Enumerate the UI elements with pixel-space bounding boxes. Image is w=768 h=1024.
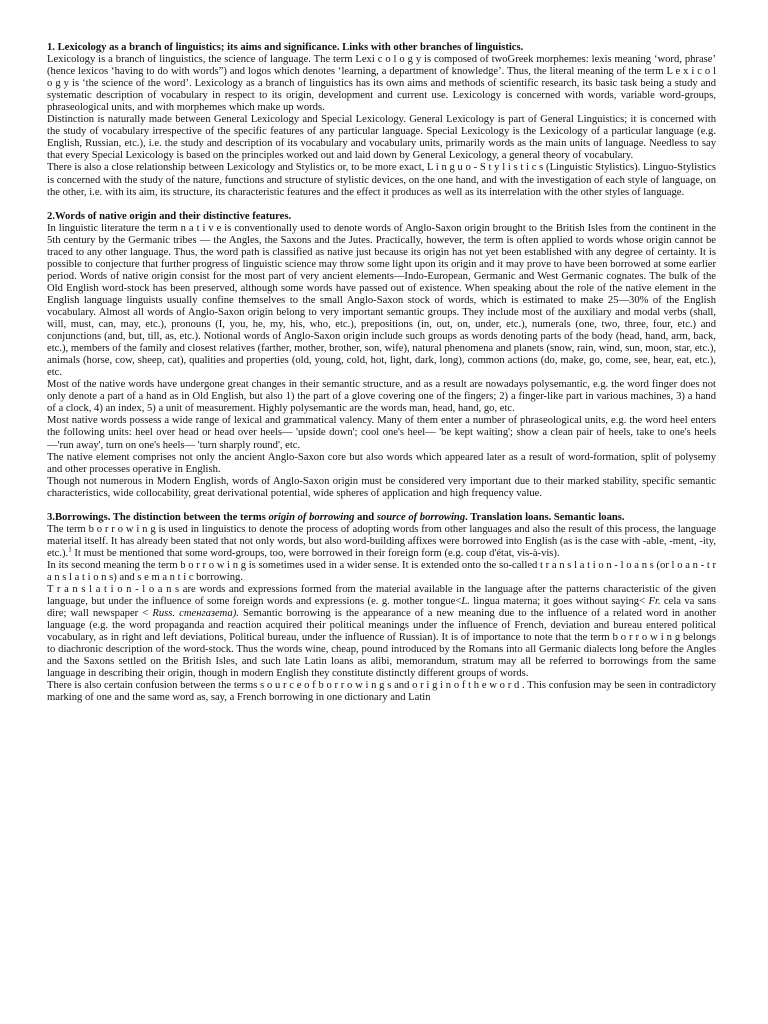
section-3-heading bbox=[47, 512, 716, 524]
section-2-paragraph-3: Most native words possess a wide range of lexical and grammatical valency. Many of them enter a number of phraseological units, e.g. the word heel enters the following units: heel over head or head over heels— 'upside down'; cool one's heel— 'be kept waiting'; show a clean pair of heels, take to one's heels—'run away', turn on one's heels— 'turn sharply round', etc. bbox=[47, 415, 716, 451]
section-3-paragraph-3-text: T r a n s l a t i o n - l o a n s are words and expressions formed from the material available in the language after the patterns characteristic of the given language, but under the influence of some foreign words and expressions (e. g. mother tongue< bbox=[47, 584, 716, 608]
russian-example: Russ. стенгазета). bbox=[152, 608, 239, 620]
wall-newspaper-text: cela va sans dire; wall newspaper < bbox=[47, 596, 716, 620]
section-1 bbox=[47, 42, 716, 199]
section-3-heading-part-2: and bbox=[354, 511, 377, 523]
section-3-paragraph-2: In its second meaning the term b o r r o w i n g is sometimes used in a wider sense. It is extended onto the so-called t r a n s l a t i o n - l o a n s (or l o a n - t r a n s l a t i o n s) and s e m a n t i c borrowing. bbox=[47, 559, 716, 583]
section-3-paragraph-3-cont: appearance of a new meaning due to the influence of a related word in another language (e.g. the word propaganda and reaction acquired their political meanings under the influence of French, deviation and bureau entered political vocabulary, as in right and left deviations, Political bureau, under the influence of Russian). It is of importance to note that the term b o r r o w i n g belongs to diachronic description of the word-stock. Thus the words wine, cheap, pound introduced by the Romans into all Germanic dialects long before the Angles and the Saxons settled on the British Isles, and such late Latin loans as alibi, memorandum, stratum may all be referred to borrowings from the same language in describing their origin, though in modern English they constitute distinctly different groups of words. bbox=[47, 608, 716, 680]
section-1-paragraph-1: Lexicology is a branch of linguistics, the science of language. The term Lexi c o l o g y is composed of twoGreek morphemes: lexis meaning ‘word, phrase’ (hence lexicos ‘having to do with words”) and logos which denotes ‘learning, a department of knowledge’. Thus, the literal meaning of the term L e x i c o l o g y is ‘the science of the word’. Lexicology as a branch of linguistics has its own aims and methods of scientific research, its basic task being a study and systematic description of vocabulary in respect to its origin, development and current use. Lexicology is concerned with words, variable word-groups, phraseological units, and with morphemes which make up words. bbox=[47, 54, 716, 114]
section-2-paragraph-2: Most of the native words have undergone great changes in their semantic structure, and as a result are nowadays polysemantic, e.g. the word finger does not only denote a part of a hand as in Old English, but also 1) the part of a glove covering one of the fingers; 2) a finger-like part in various machines, 3) a hand of a clock, 4) an index, 5) a unit of measurement. Highly polysemantic are the words man, head, hand, go, etc. bbox=[47, 379, 716, 415]
section-2-paragraph-4: The native element comprises not only the ancient Anglo-Saxon core but also words which appeared later as a result of word-formation, split of polysemy and other processes operative in English. bbox=[47, 451, 716, 475]
lingua-materna-text: lingua materna; it goes without saying< bbox=[469, 596, 649, 608]
section-2-paragraph-1: In linguistic literature the term n a t i v e is conventionally used to denote words of Anglo-Saxon origin brought to the British Isles from the continent in the 5th century by the Germanic tribes — the Angles, the Saxons and the Jutes. Practically, however, the term is often applied to words whose origin cannot be traced to any other language. Thus, the word path is classified as native just because its origin has not yet been established with any degree of certainty. It is possible to conjecture that further progress of linguistic science may throw some light upon its origin and it may prove to have been borrowed at some earlier period. Words of native origin consist for the most part of very ancient elements—Indo-European, Germanic and West Germanic cognates. The bulk of the Old English word-stock has been preserved, although some words have passed out of existence. When speaking about the role of the native element in the English language linguists usually confine themselves to the small Anglo-Saxon stock of words, which is estimated to make 25—30% of the English vocabulary. Almost all words of Anglo-Saxon origin belong to very important semantic groups. They include most of the auxiliary and modal verbs (shall, will, must, can, may, etc.), pronouns (I, you, he, my, his, who, etc.), prepositions (in, out, on, under, etc.), numerals (one, two, three, four, etc.) and conjunctions (and, but, till, as, etc.). Notional words of Anglo-Saxon origin include such groups as words denoting parts of the body (head, hand, arm, back, etc.), members of the family and closest relatives (farther, mother, brother, son, wife), natural phenomena and planets (snow, rain, wind, sun, moon, star, etc.), animals (horse, cow, sheep, cat), qualities and properties (old, young, cold, hot, light, dark, long), common actions (do, make, go, come, see, hear, eat, etc.), etc. bbox=[47, 222, 716, 379]
section-3-heading-term-source: source of borrowing bbox=[376, 511, 466, 523]
french-abbrev: Fr. bbox=[648, 596, 661, 608]
section-1-paragraph-3: There is also a close relationship between Lexicology and Stylistics or, to be more exact, L i n g u o - S t y l i s t i c s (Linguistic Stylistics). Linguo-Stylistics is concerned with the study of the nature, functions and structure of stylistic devices, on the one hand, and with the investigation of each style of language, on the other, i.e. with its aim, its structure, its characteristic features and the effect it produces as well as its interrelation with the other styles of language. bbox=[47, 162, 716, 198]
section-3-paragraph-1 bbox=[47, 524, 716, 560]
section-2-heading: 2.Words of native origin and their distinctive features. bbox=[47, 210, 292, 222]
section-3-heading-part-3: . Translation loans. Semantic loans. bbox=[465, 511, 625, 523]
section-3-paragraph-4: There is also certain confusion between the terms s o u r c e o f b o r r o w i n g s and o r i g i n o f t h e w o r d . This confusion may be seen in contradictory marking of one and the same word as, say, a French borrowing in one dictionary and Latin bbox=[47, 680, 716, 704]
section-3-paragraph-3 bbox=[47, 584, 716, 680]
section-2 bbox=[47, 211, 716, 500]
footnote-mark: 1 bbox=[68, 545, 72, 554]
section-3-heading-part-1: 3.Borrowings. The distinction between the terms bbox=[47, 511, 269, 523]
section-3-paragraph-1-tail: It must be mentioned that some word-groups, too, were borrowed in their foreign form (e.g. coup d'état, vis-à-vis). bbox=[71, 547, 560, 559]
section-1-paragraph-2: Distinction is naturally made between General Lexicology and Special Lexicology. General Lexicology is part of General Linguistics; it is concerned with the study of vocabulary irrespective of the specific features of any particular language. Special Lexicology is the Lexicology of a particular language (e.g. English, Russian, etc.), i.e. the study and description of its vocabulary and vocabulary units, primarily words as the main units of language. Needless to say that every Special Lexicology is based on the principles worked out and laid down by General Lexicology, a general theory of vocabulary. bbox=[47, 114, 716, 162]
section-3-paragraph-1-text: The term b o r r o w i n g is used in linguistics to denote the process of adopting words from other languages and also the result of this process, the language material itself. It has already been stated that not only words, but also word-building affixes were borrowed into English (as is the case with -able, -ment, -ity, etc.). bbox=[47, 523, 716, 559]
section-1-heading: 1. Lexicology as a branch of linguistics; its aims and significance. Links with other branches of linguistics. bbox=[47, 42, 524, 53]
section-3 bbox=[47, 512, 716, 705]
latin-abbrev: L. bbox=[461, 596, 470, 608]
section-3-heading-term-origin: origin of borrowing bbox=[268, 511, 355, 523]
semantic-borrowing-intro: Semantic borrowing is the bbox=[238, 608, 359, 620]
section-2-paragraph-5: Though not numerous in Modern English, words of Anglo-Saxon origin must be considered very important due to their marked stability, specific semantic characteristics, wide collocability, great derivational potential, wide spheres of application and high frequency value. bbox=[47, 475, 716, 499]
